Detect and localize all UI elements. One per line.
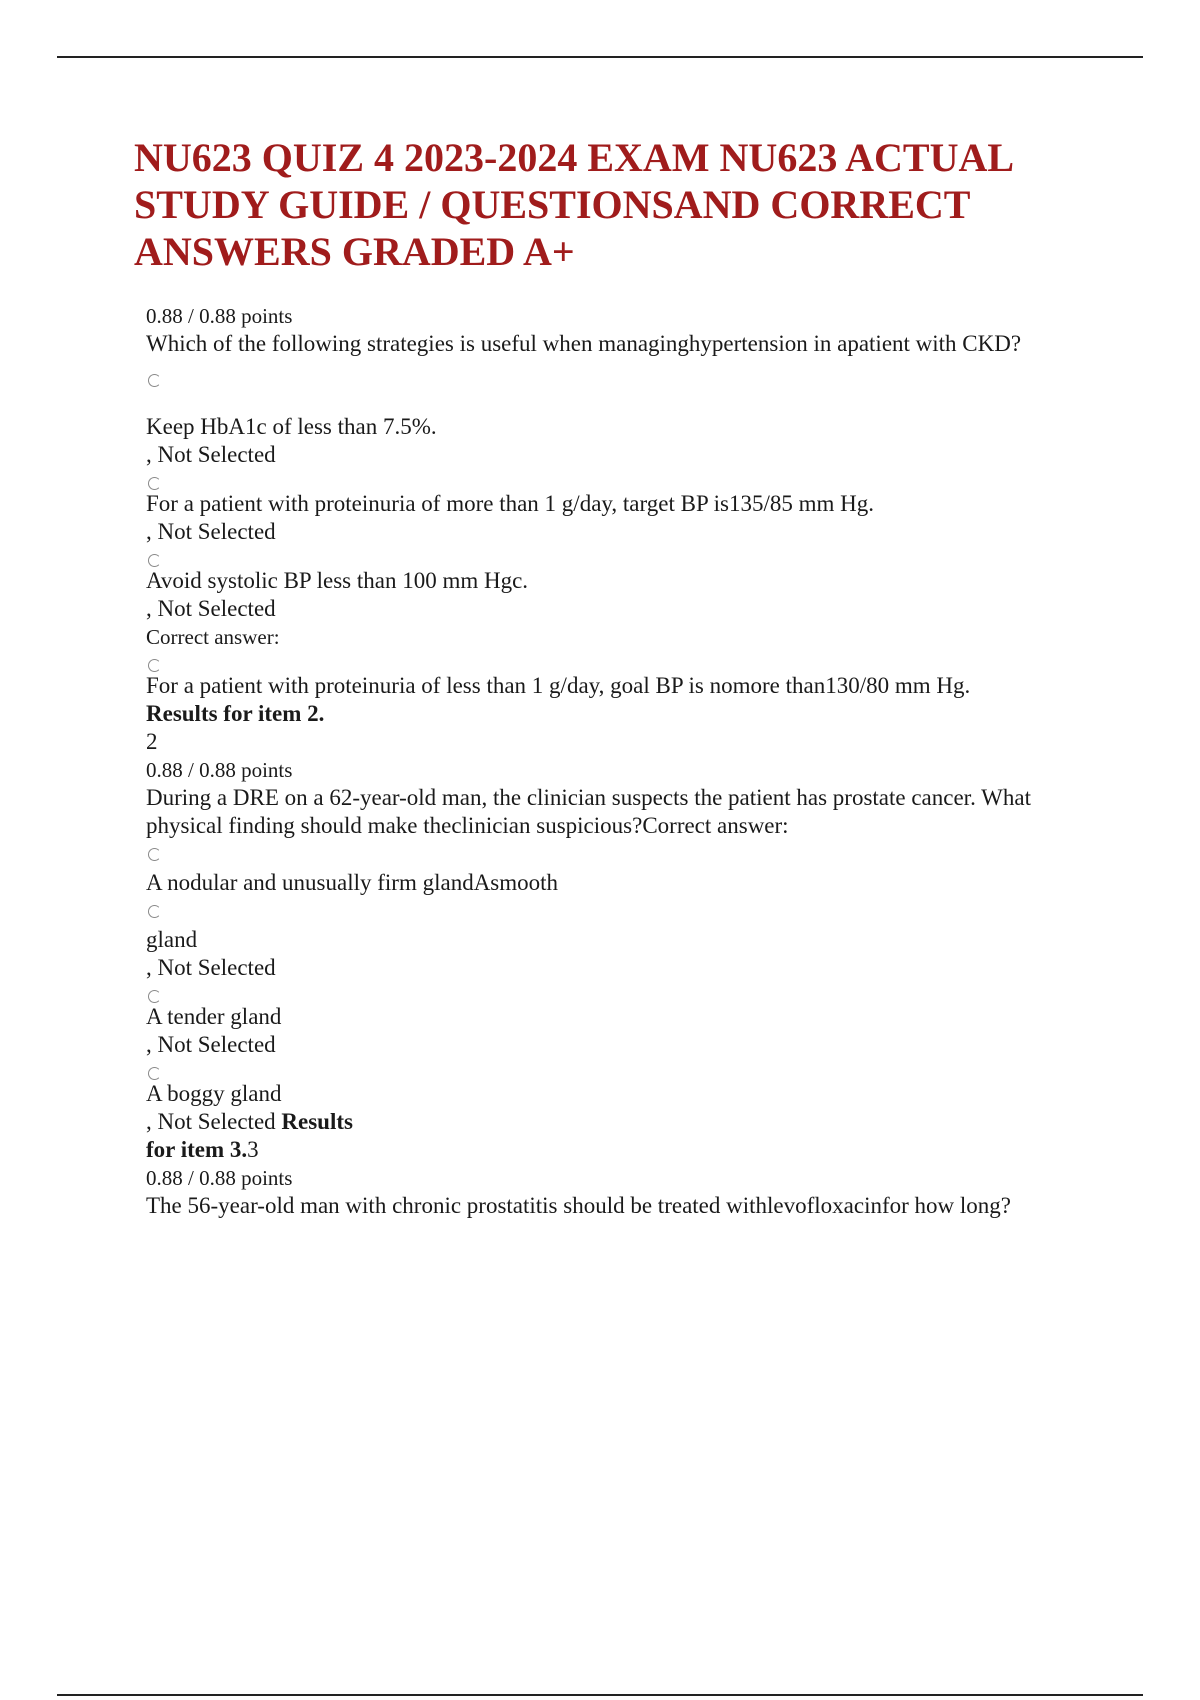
q2-option-d-status-line [146,1108,1066,1136]
q1-option-b: For a patient with proteinuria of more than 1 g/day, target BP is135/85 mm Hg. [146,491,875,516]
q2-points: 0.88 / 0.88 points [146,758,293,782]
q1-option-b-status: , Not Selected [146,519,276,544]
q1-correct-answer-label: Correct answer: [146,625,280,649]
results-item-2-heading: Results for item 2. [146,701,325,726]
q2-option-b-radio-icon[interactable] [148,905,161,918]
q2-option-d: A boggy gland [146,1081,282,1106]
top-rule [57,56,1143,58]
q2-question: During a DRE on a 62-year-old man, the clinician suspects the patient has prostate cancer. What physical finding should make theclinician suspicious?Correct answer: [146,785,1031,838]
q3-question: The 56-year-old man with chronic prostatitis should be treated withlevofloxacinfor how long? [146,1193,1011,1218]
q2-option-a: A nodular and unusually firm glandAsmooth [146,870,559,895]
page-title: NU623 QUIZ 4 2023-2024 EXAM NU623 ACTUAL STUDY GUIDE / QUESTIONSAND CORRECT ANSWERS GRADED A+ [134,135,1012,274]
q2-option-a-radio-icon[interactable] [148,848,161,861]
q2-option-c-radio-icon[interactable] [148,990,161,1003]
q1-option-a: Keep HbA1c of less than 7.5%. [146,414,437,439]
document-body [146,302,1066,1220]
q1-option-c-radio-icon[interactable] [148,554,161,567]
q2-option-c-status: , Not Selected [146,1032,276,1057]
q3-points: 0.88 / 0.88 points [146,1166,293,1190]
results-item-3-heading-rest: for item 3. [146,1137,248,1162]
q2-option-b-status: , Not Selected [146,955,276,980]
q2-option-d-status: , Not Selected [146,1109,282,1134]
bottom-rule [57,1694,1143,1696]
results-item-3-line [146,1136,1066,1164]
q1-option-a-radio-icon[interactable] [148,374,161,387]
q1-option-a-status: , Not Selected [146,442,276,467]
q2-option-c: A tender gland [146,1004,282,1029]
q1-option-d-radio-icon[interactable] [148,659,161,672]
q2-number: 2 [146,729,158,754]
q1-option-b-radio-icon[interactable] [148,477,161,490]
q1-option-c-status: , Not Selected [146,596,276,621]
q1-option-c: Avoid systolic BP less than 100 mm Hgc. [146,568,529,593]
q2-option-b: gland [146,927,198,952]
q1-question: Which of the following strategies is useful when managinghypertension in apatient with CKD? [146,331,1022,356]
q2-option-d-radio-icon[interactable] [148,1067,161,1080]
results-item-3-heading-word: Results [281,1109,353,1134]
q1-option-d: For a patient with proteinuria of less than 1 g/day, goal BP is nomore than130/80 mm Hg. [146,673,971,698]
q1-points: 0.88 / 0.88 points [146,304,293,328]
q3-number: 3 [247,1137,259,1162]
